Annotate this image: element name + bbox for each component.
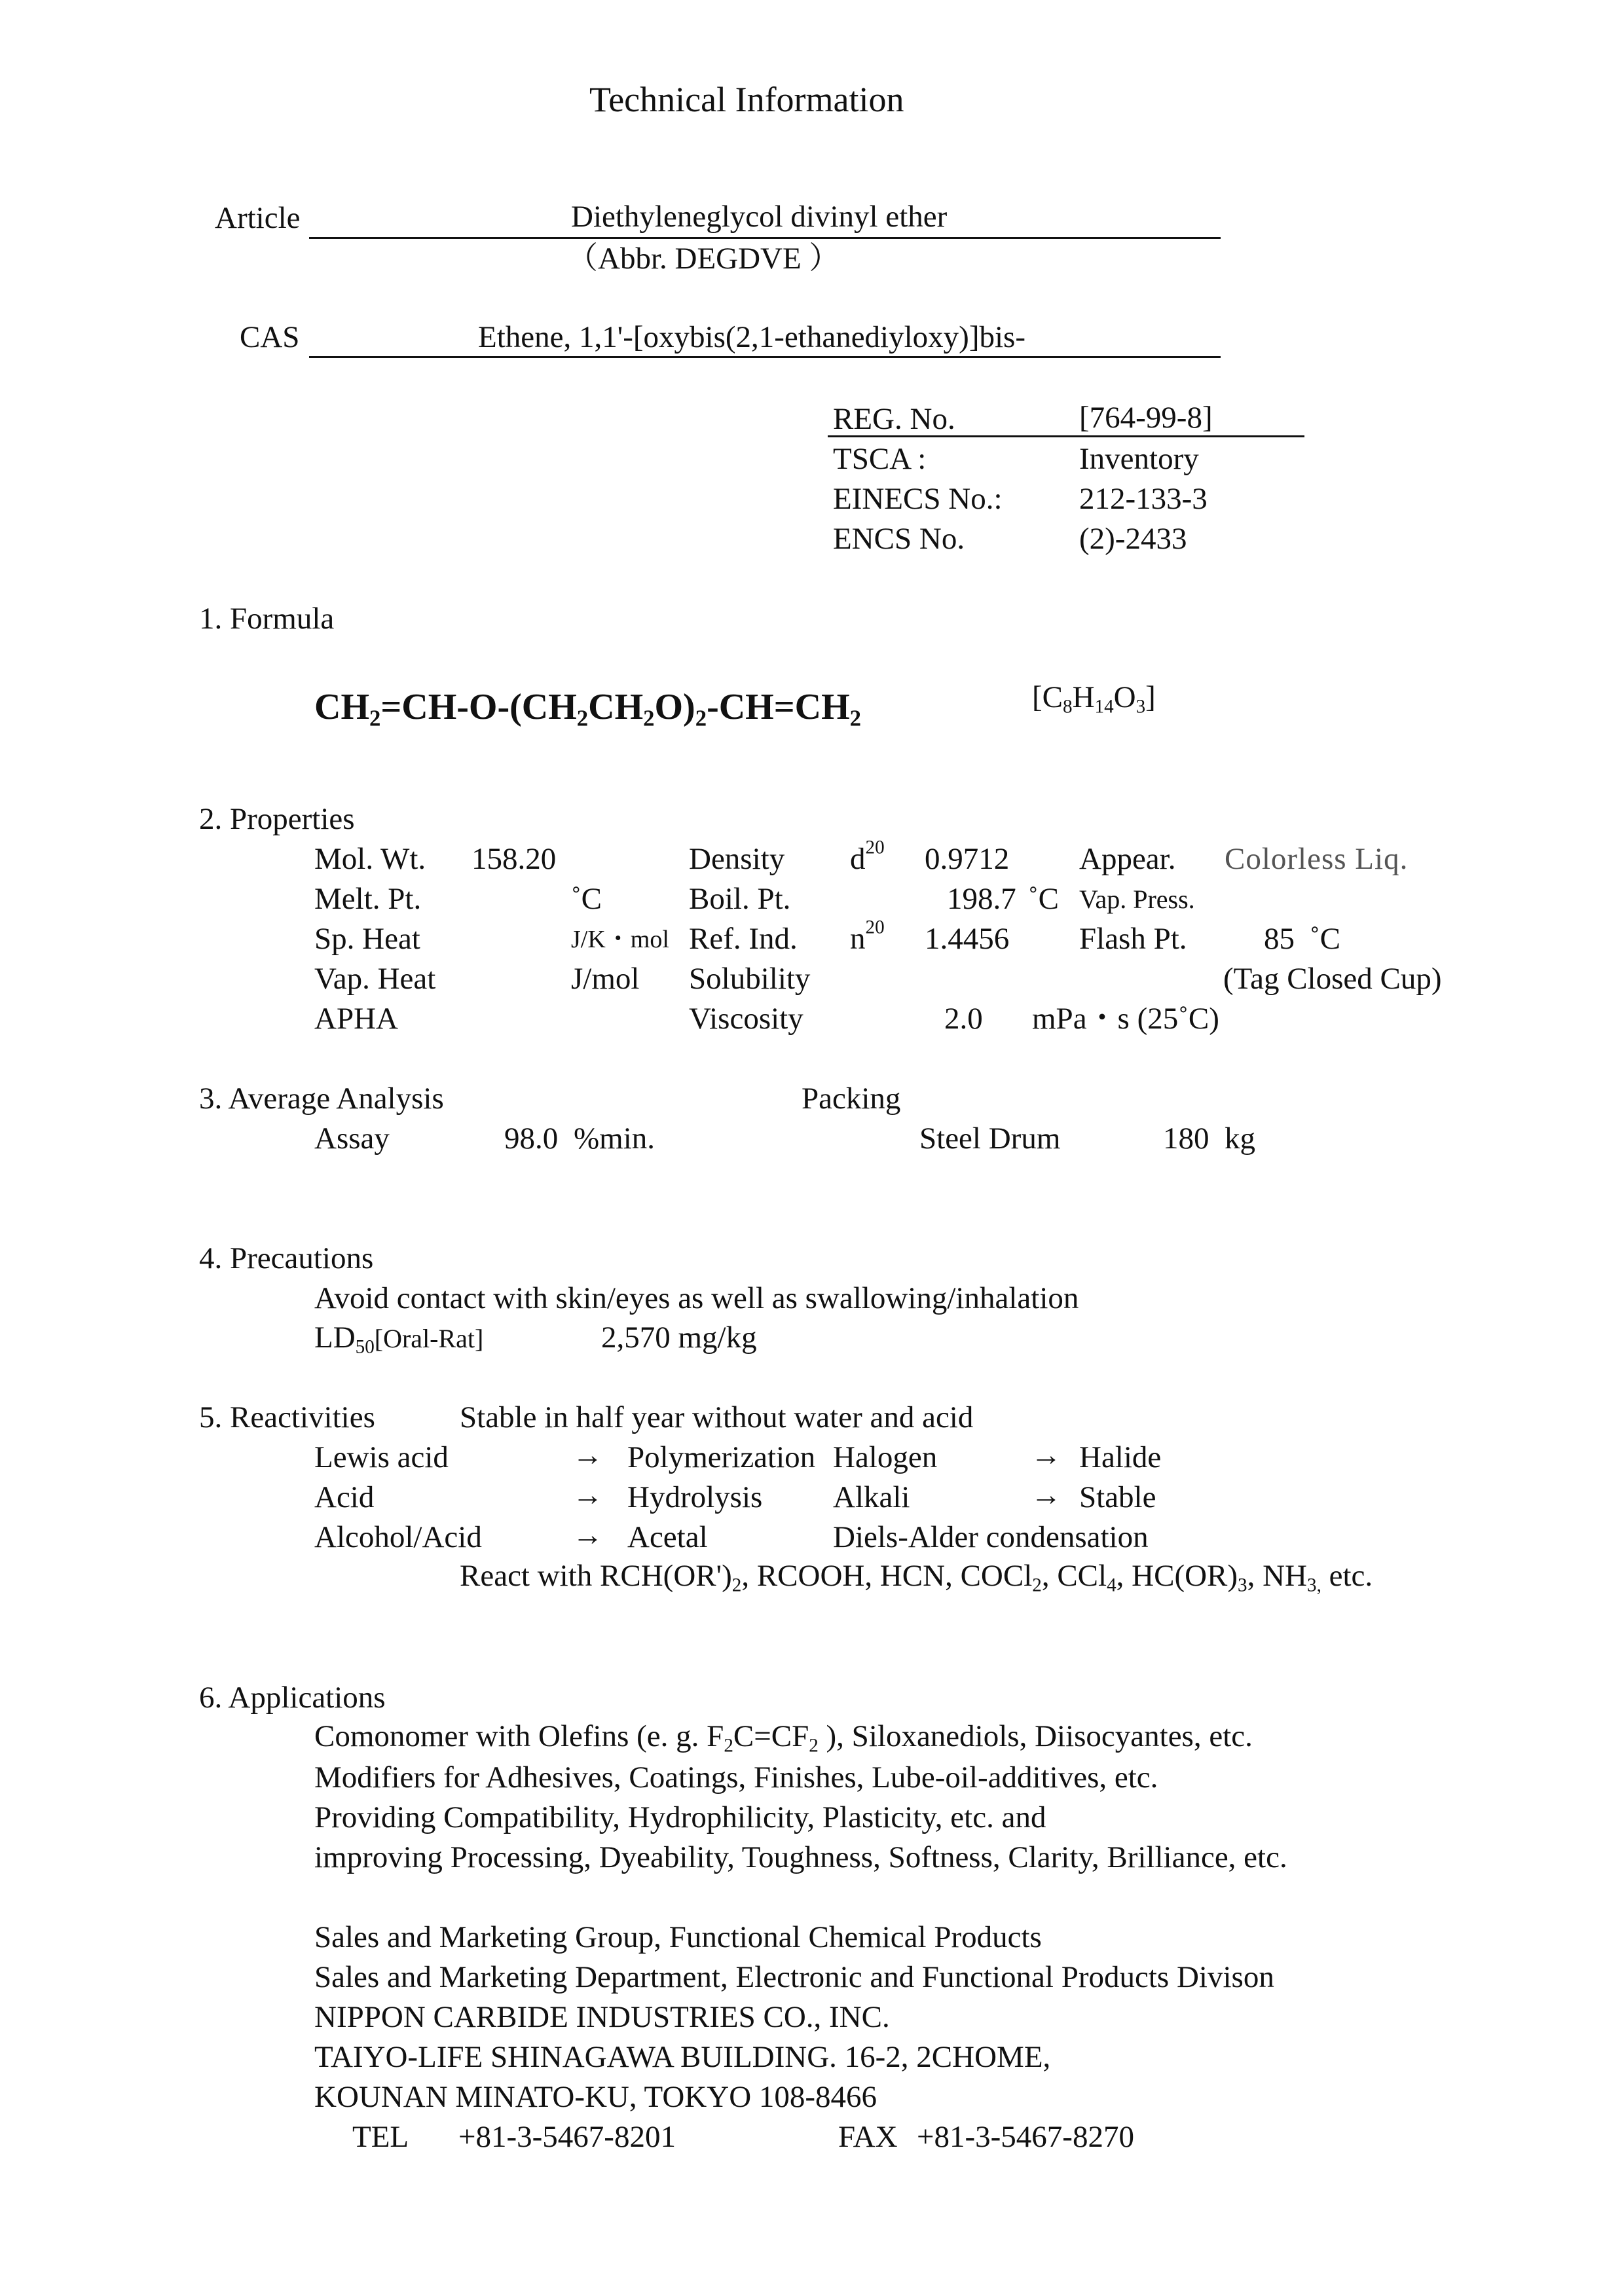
packing-unit: kg [1225,1121,1255,1156]
sp-heat-unit: J/K・mol [571,926,669,953]
cas-name: Ethene, 1,1'-[oxybis(2,1-ethanediyloxy)]bis- [478,320,1025,354]
tel-number: +81-3-5467-8201 [458,2120,676,2154]
melt-pt-unit: ˚C [571,882,602,916]
reactivity-result: Polymerization [627,1440,816,1474]
reacts-with-line: React with $RCH(OR')_2$, RCOOH, HCN, COCl$_2$, CCl$_4$, $HC(OR)_3$, $NH_{3,}$ etc. [460,1559,1373,1596]
viscosity-label: Viscosity [689,1002,803,1036]
viscosity-unit: mPa・s (25˚C) [1032,1002,1219,1036]
vap-press-label: Vap. Press. [1079,884,1195,914]
article-label: Article [215,201,301,235]
assay-value: 98.0 [504,1121,559,1156]
mol-wt-label: Mol. Wt. [314,842,426,876]
appear-value: Colorless Liq. [1225,842,1409,876]
tsca-label: TSCA : [833,442,927,476]
flash-pt-value: 85 [1264,922,1295,956]
boil-pt-value: 198.7 [947,882,1016,916]
structural-formula: $CH_2=CH-O-(CH_2CH_2O)_2-CH=CH_2$ [314,687,861,731]
precautions-heading: 4. Precautions [199,1241,374,1275]
solubility-label: Solubility [689,962,811,996]
company-name: NIPPON CARBIDE INDUSTRIES CO., INC. [314,2000,890,2034]
reactivity-agent: Alcohol/Acid [314,1520,482,1554]
flash-pt-unit: ˚C [1310,922,1340,956]
reactivity-arrow: → [572,1478,603,1512]
ref-ind-value: 1.4456 [925,922,1010,956]
fax-label: FAX [838,2120,898,2154]
ld50-value: 2,570 mg/kg [601,1321,757,1355]
vap-heat-label: Vap. Heat [314,962,436,996]
reactivity-arrow: → [1031,1438,1061,1472]
address-line: KOUNAN MINATO-KU, TOKYO 108-8466 [314,2080,877,2114]
reactivity-result: Stable [1079,1480,1156,1514]
reactivity-arrow: → [572,1438,603,1472]
formula-heading: 1. Formula [199,602,335,636]
analysis-heading: 3. Average Analysis [199,1082,444,1116]
fax-number: +81-3-5467-8270 [917,2120,1134,2154]
reactivity-arrow: → [1031,1478,1061,1512]
precautions-text: Avoid contact with skin/eyes as well as swallowing/inhalation [314,1281,1079,1315]
einecs-value: 212-133-3 [1079,482,1208,516]
encs-label: ENCS No. [833,522,965,556]
reactivity-agent: Acid [314,1480,375,1514]
ref-ind-symbol: $n^{20}$ [850,917,885,956]
density-value: 0.9712 [925,842,1010,876]
assay-label: Assay [314,1121,390,1156]
applications-heading: 6. Applications [199,1681,386,1715]
application-line: Comonomer with Olefins (e. g. $F_2C=CF_2$ ), Siloxanediols, Diisocyantes, etc. [314,1719,1253,1757]
contact-line: Sales and Marketing Group, Functional Chemical Products [314,1920,1042,1954]
reg-no-label: REG. No. [833,402,955,436]
application-line: Providing Compatibility, Hydrophilicity, Plasticity, etc. and [314,1800,1046,1834]
tel-label: TEL [352,2120,409,2154]
application-line: improving Processing, Dyeability, Toughness, Softness, Clarity, Brilliance, etc. [314,1840,1287,1874]
reactivity-agent: Halogen [833,1440,938,1474]
article-underline [309,237,1221,239]
reactivity-agent: Alkali [833,1480,910,1514]
flash-pt-label: Flash Pt. [1079,922,1187,956]
packing-quantity: 180 [1163,1121,1209,1156]
tsca-value: Inventory [1079,442,1199,476]
vap-heat-unit: J/mol [571,962,640,996]
ld50-label: $LD_{50}[Oral-Rat]$ [314,1321,484,1358]
melt-pt-label: Melt. Pt. [314,882,422,916]
article-name: Diethyleneglycol divinyl ether [571,200,948,234]
viscosity-value: 2.0 [944,1002,983,1036]
reactivity-result: Hydrolysis [627,1480,763,1514]
molecular-formula: $[C_8H_{14}O_3]$ [1032,680,1156,718]
mol-wt-value: 158.20 [471,842,557,876]
density-label: Density [689,842,785,876]
reactivity-result: Acetal [627,1520,708,1554]
encs-value: (2)-2433 [1079,522,1187,556]
apha-label: APHA [314,1002,398,1036]
reactivity-agent: Lewis acid [314,1440,449,1474]
einecs-label: EINECS No.: [833,482,1003,516]
assay-unit: %min. [574,1121,655,1156]
reactivities-heading: 5. Reactivities [199,1400,375,1434]
flash-pt-note: (Tag Closed Cup) [1223,962,1442,996]
reactivity-arrow: → [572,1518,603,1552]
reg-no-underline [828,435,1304,437]
appear-label: Appear. [1079,842,1176,876]
reactivity-agent: Diels-Alder condensation [833,1520,1149,1554]
address-line: TAIYO-LIFE SHINAGAWA BUILDING. 16-2, 2CHOME, [314,2040,1051,2074]
packing-type: Steel Drum [919,1121,1061,1156]
cas-underline [309,356,1221,358]
properties-heading: 2. Properties [199,802,355,836]
reg-no-value: [764-99-8] [1079,401,1213,435]
contact-line: Sales and Marketing Department, Electronic and Functional Products Divison [314,1960,1274,1994]
density-symbol: $d^{20}$ [850,837,885,876]
boil-pt-unit: ˚C [1028,882,1059,916]
ref-ind-label: Ref. Ind. [689,922,798,956]
sp-heat-label: Sp. Heat [314,922,420,956]
cas-label: CAS [240,320,300,354]
application-line: Modifiers for Adhesives, Coatings, Finishes, Lube-oil-additives, etc. [314,1760,1158,1795]
packing-label: Packing [802,1082,901,1116]
article-abbreviation: （Abbr. DEGDVE ） [567,242,840,276]
boil-pt-label: Boil. Pt. [689,882,791,916]
reactivity-result: Halide [1079,1440,1162,1474]
reactivities-summary: Stable in half year without water and acid [460,1400,974,1434]
page-title: Technical Information [589,80,904,119]
